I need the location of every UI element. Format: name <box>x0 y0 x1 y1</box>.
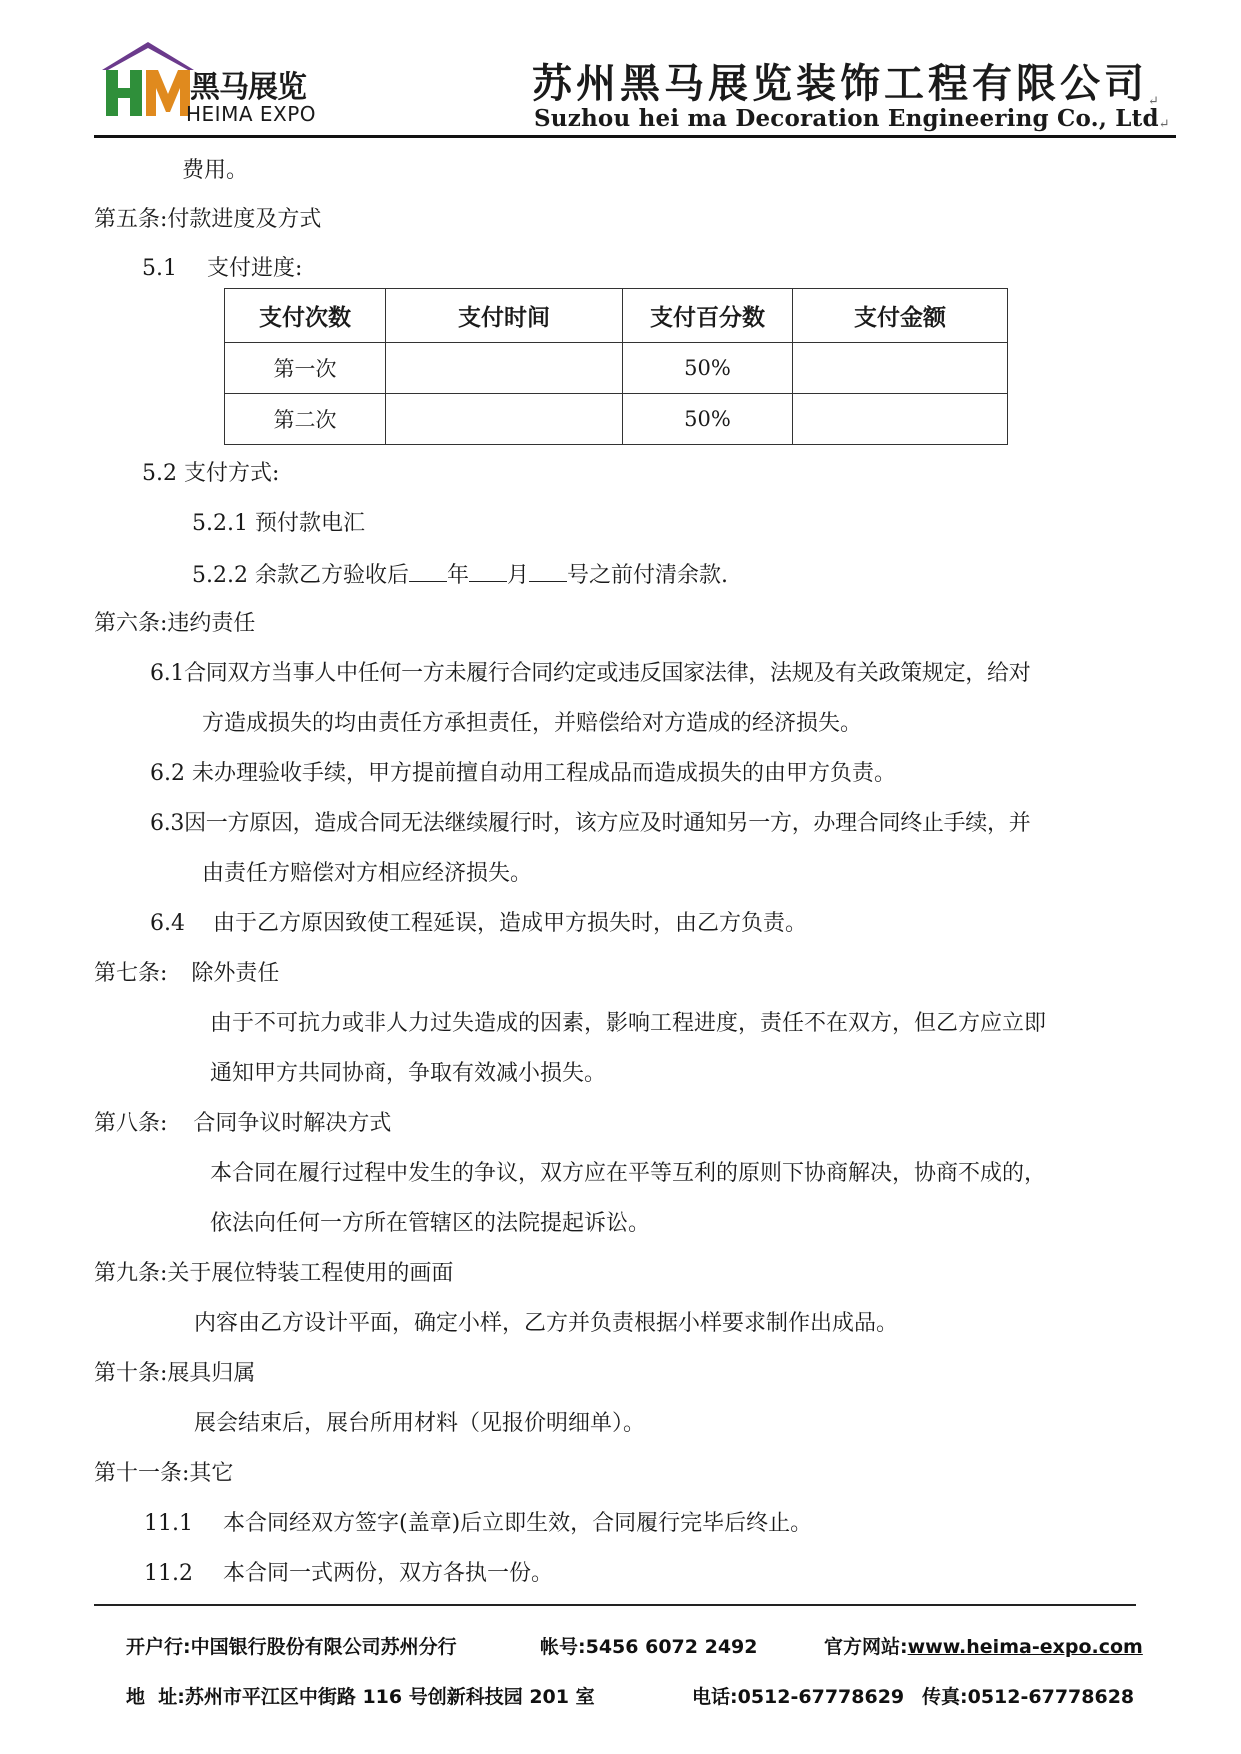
payment-schedule-table <box>224 288 1008 445</box>
column-header: 支付金额 <box>793 289 1008 343</box>
clause-5-2-1: 5.2.1 预付款电汇 <box>192 511 365 536</box>
clause-heading: 除外责任 <box>191 961 280 986</box>
clause-text: 5.2.2 余款乙方验收后 <box>192 563 409 588</box>
table-row <box>225 343 1008 394</box>
clause-5-1 <box>142 254 302 284</box>
column-header: 支付百分数 <box>623 289 793 343</box>
clause-label: 第八条: <box>94 1111 168 1136</box>
text-line: 费用。 <box>182 158 249 183</box>
clause-number: 11.2 <box>144 1561 193 1586</box>
footer-address <box>126 1682 595 1709</box>
phone-value: 0512-67778629 <box>737 1686 905 1708</box>
company-name-cn-text: 苏州黑马展览装饰工程有限公司 <box>532 60 1148 107</box>
clause-text: 支付进度: <box>207 256 303 281</box>
clause-10-title: 第十条:展具归属 <box>94 1361 256 1386</box>
clause-6-4 <box>150 909 807 939</box>
blank-year <box>409 559 447 582</box>
company-name-chinese <box>532 52 1163 109</box>
fax-value: 0512-67778628 <box>967 1686 1135 1708</box>
column-header: 支付时间 <box>386 289 623 343</box>
clause-6-3: 6.3因一方原因，造成合同无法继续履行时，该方应及时通知另一方，办理合同终止手续，并 <box>150 811 1031 836</box>
logo-chinese-name: 黑马展览 <box>190 70 306 105</box>
table-row <box>225 394 1008 445</box>
table-cell <box>386 394 623 445</box>
bank-value: 中国银行股份有限公司苏州分行 <box>190 1636 457 1658</box>
clause-text: 月 <box>507 563 530 588</box>
clause-7-title <box>94 959 279 989</box>
clause-11-title: 第十一条:其它 <box>94 1461 234 1486</box>
clause-label: 第七条: <box>94 961 168 986</box>
clause-6-1: 6.1合同双方当事人中任何一方未履行合同约定或违反国家法律，法规及有关政策规定，给对 <box>150 661 1031 686</box>
clause-text: 由于乙方原因致使工程延误，造成甲方损失时，由乙方负责。 <box>213 911 808 936</box>
clause-9-body: 内容由乙方设计平面，确定小样，乙方并负责根据小样要求制作出成品。 <box>194 1311 899 1336</box>
return-mark: ↵ <box>1148 94 1163 109</box>
blank-month <box>469 559 507 582</box>
address-value: 苏州市平江区中街路 116 号创新科技园 201 室 <box>184 1686 595 1708</box>
blank-day <box>529 559 567 582</box>
company-name-english <box>534 105 1170 132</box>
bank-label: 开户行: <box>126 1636 191 1658</box>
table-cell: 第二次 <box>225 394 386 445</box>
clause-5-title: 第五条:付款进度及方式 <box>94 207 322 232</box>
clause-5-2: 5.2 支付方式: <box>142 461 280 486</box>
account-value: 5456 6072 2492 <box>585 1636 758 1658</box>
footer-phone <box>692 1682 904 1709</box>
clause-number: 5.1 <box>142 256 177 281</box>
fax-label: 传真: <box>922 1686 968 1708</box>
footer-divider <box>94 1604 1136 1606</box>
phone-label: 电话: <box>692 1686 738 1708</box>
clause-8-title <box>94 1109 391 1139</box>
clause-5-2-2 <box>192 559 728 591</box>
clause-heading: 合同争议时解决方式 <box>193 1111 392 1136</box>
clause-text: 年 <box>446 563 469 588</box>
header-divider <box>94 135 1176 138</box>
account-label: 帐号: <box>540 1636 586 1658</box>
logo-english-name: HEIMA EXPO <box>186 102 317 126</box>
table-cell: 第一次 <box>225 343 386 394</box>
address-label: 地 址: <box>126 1686 185 1708</box>
table-cell <box>793 343 1008 394</box>
clause-6-3-cont: 由责任方赔偿对方相应经济损失。 <box>202 861 533 886</box>
footer-bank <box>126 1632 457 1659</box>
clause-9-title: 第九条:关于展位特装工程使用的画面 <box>94 1261 454 1286</box>
clause-6-1-cont: 方造成损失的均由责任方承担责任，并赔偿给对方造成的经济损失。 <box>202 711 863 736</box>
clause-text: 本合同一式两份，双方各执一份。 <box>222 1561 553 1586</box>
website-link[interactable]: www.heima-expo.com <box>907 1636 1143 1658</box>
clause-number: 11.1 <box>144 1511 193 1536</box>
clause-7-body: 由于不可抗力或非人力过失造成的因素，影响工程进度，责任不在双方，但乙方应立即 <box>210 1011 1047 1036</box>
clause-10-body: 展会结束后，展台所用材料（见报价明细单）。 <box>194 1411 646 1436</box>
table-cell: 50% <box>623 343 793 394</box>
table-cell <box>793 394 1008 445</box>
website-label: 官方网站: <box>824 1636 908 1658</box>
footer-website <box>824 1632 1143 1659</box>
clause-11-1 <box>144 1509 812 1539</box>
table-cell <box>386 343 623 394</box>
table-cell: 50% <box>623 394 793 445</box>
clause-8-body: 本合同在履行过程中发生的争议，双方应在平等互利的原则下协商解决，协商不成的， <box>210 1161 1047 1186</box>
logo-mark-icon <box>98 40 198 120</box>
return-mark: ↵ <box>1158 117 1170 132</box>
company-name-en-text: Suzhou hei ma Decoration Engineering Co., Ltd <box>534 105 1159 132</box>
clause-6-title: 第六条:违约责任 <box>94 611 256 636</box>
clause-number: 6.4 <box>150 911 185 936</box>
clause-text: 本合同经双方签字(盖章)后立即生效，合同履行完毕后终止。 <box>222 1511 813 1536</box>
column-header: 支付次数 <box>225 289 386 343</box>
clause-6-2: 6.2 未办理验收手续，甲方提前擅自动用工程成品而造成损失的由甲方负责。 <box>150 761 896 786</box>
table-header-row <box>225 289 1008 343</box>
clause-11-2 <box>144 1559 553 1589</box>
clause-text: 号之前付清余款. <box>567 563 729 588</box>
clause-8-body-cont: 依法向任何一方所在管辖区的法院提起诉讼。 <box>210 1211 651 1236</box>
footer-fax <box>922 1682 1134 1709</box>
footer-account <box>540 1632 757 1659</box>
clause-7-body-cont: 通知甲方共同协商，争取有效减小损失。 <box>210 1061 607 1086</box>
